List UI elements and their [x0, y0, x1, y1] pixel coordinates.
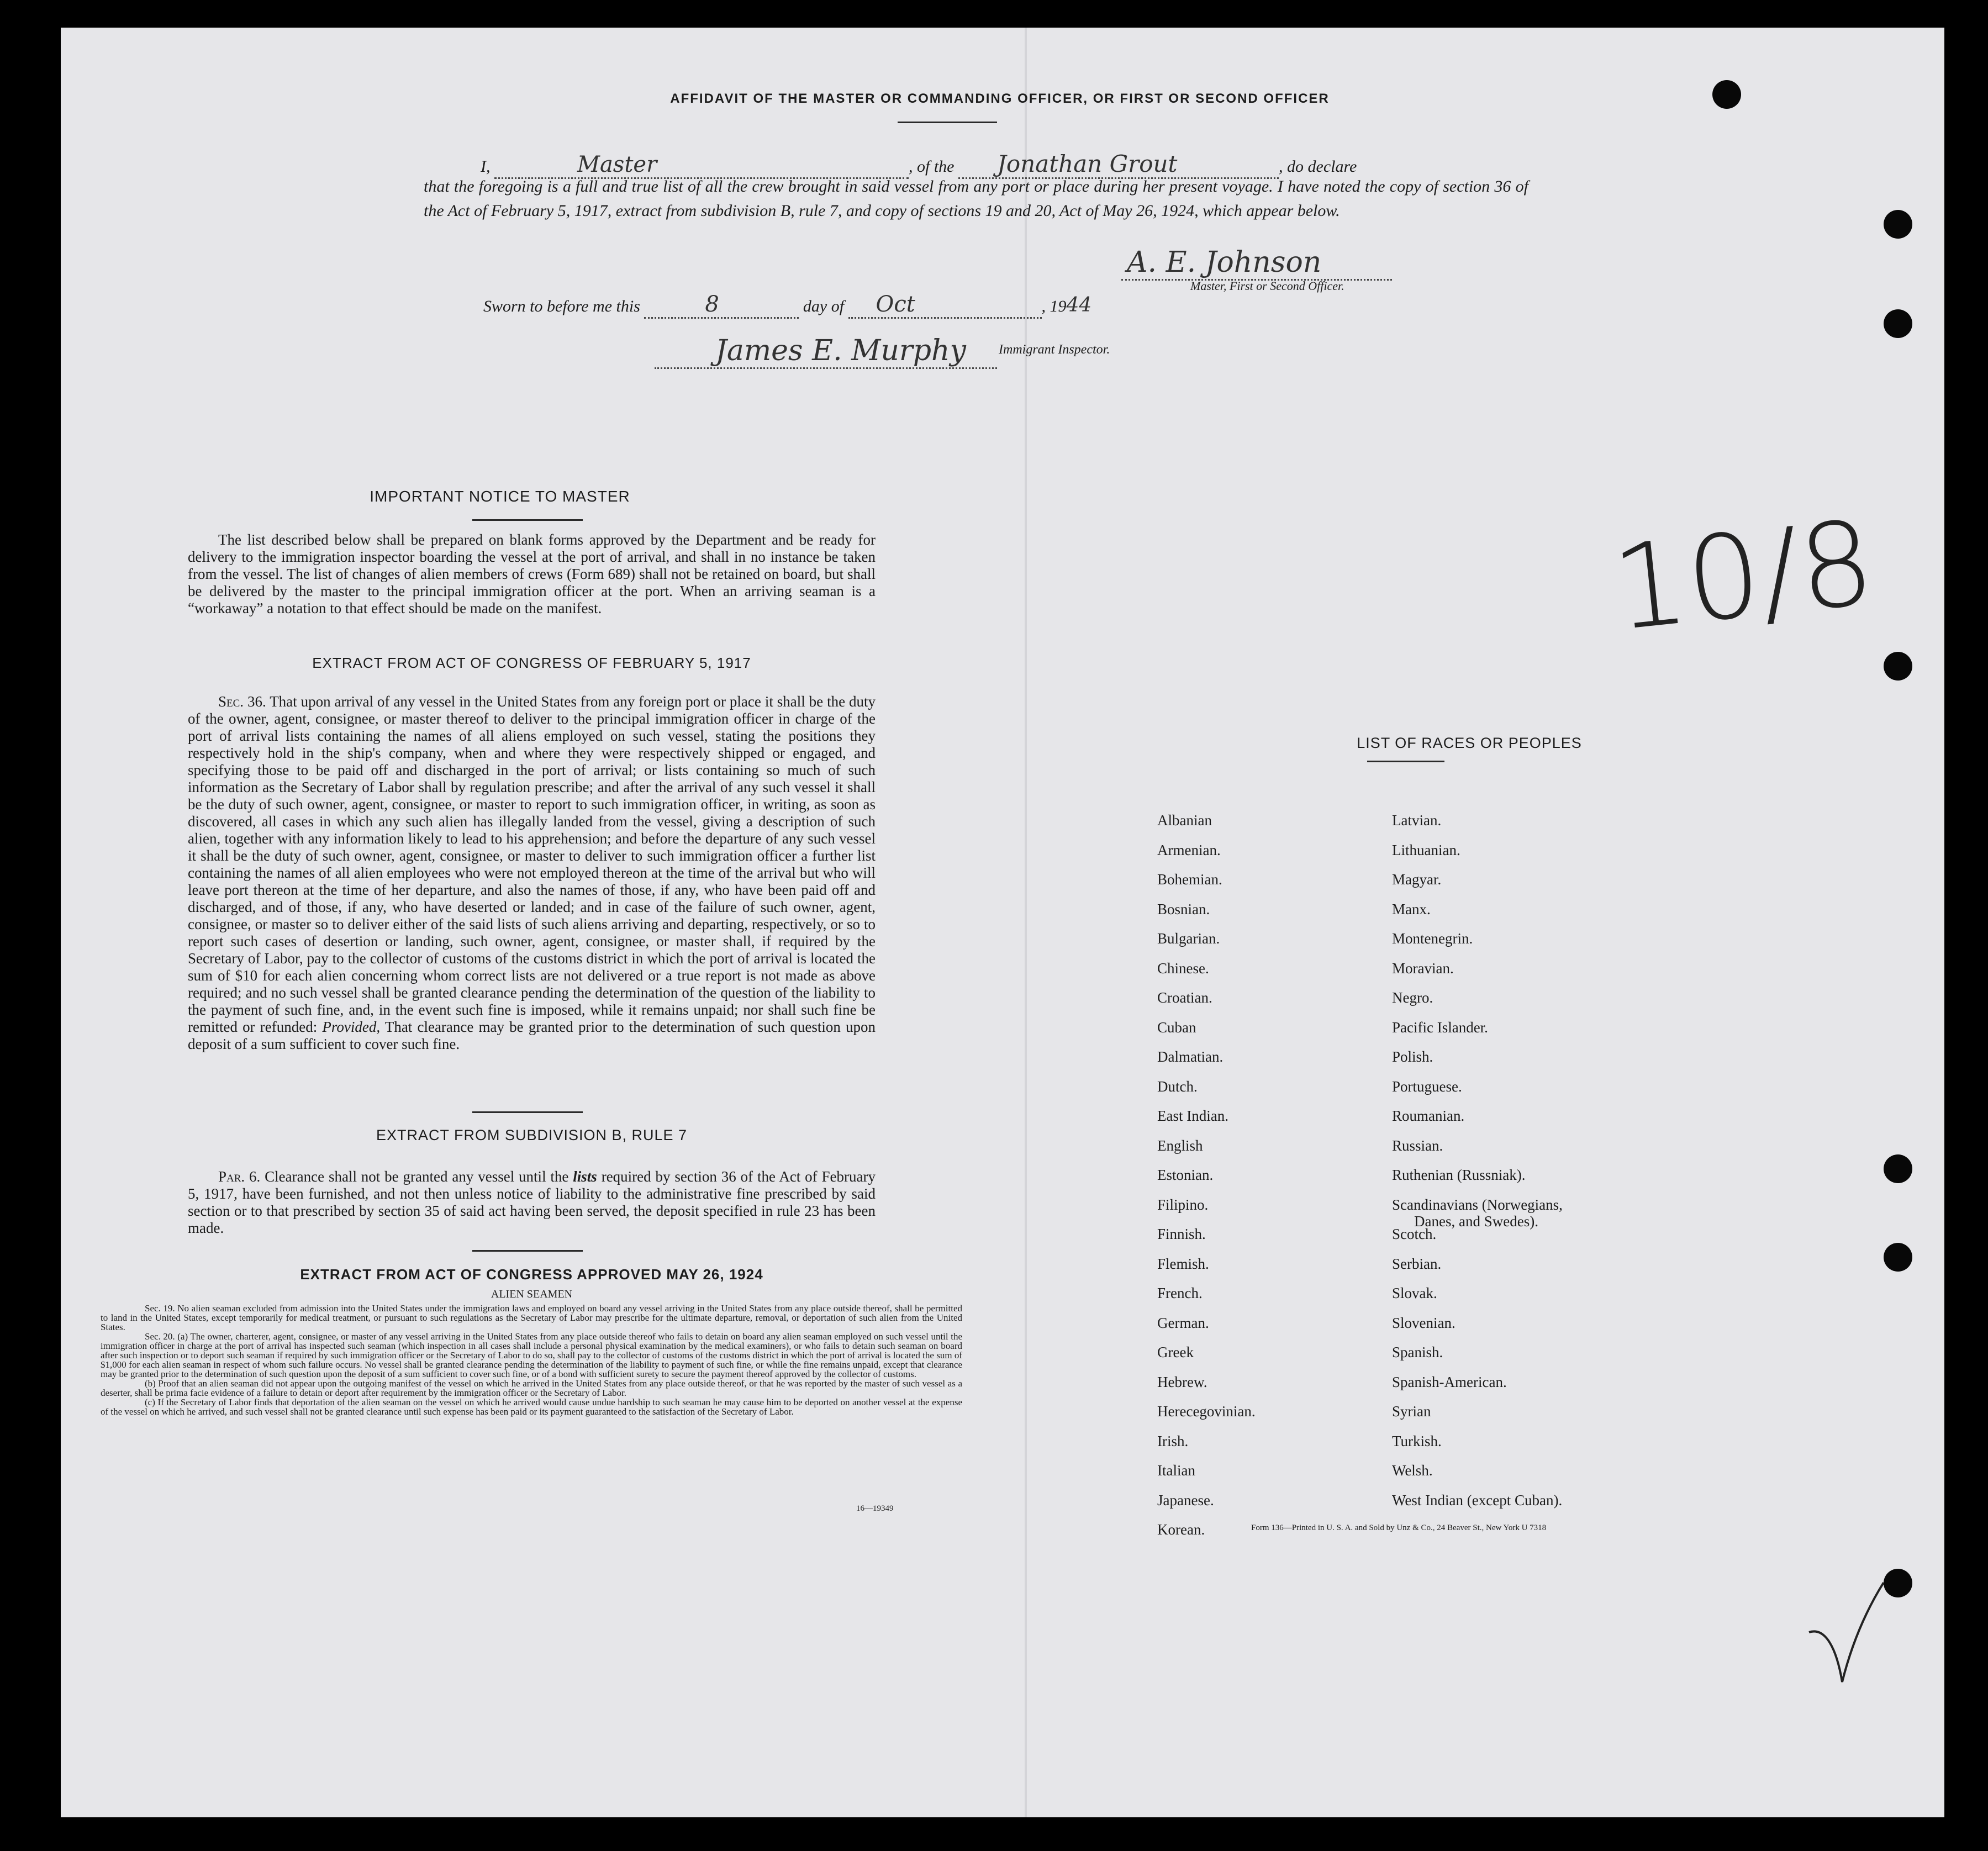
- race-item: Slovak.: [1392, 1285, 1437, 1301]
- race-item: Russian.: [1392, 1137, 1443, 1154]
- race-item: Bohemian.: [1157, 871, 1222, 888]
- punch-hole-4: [1884, 652, 1912, 681]
- extract-1917-rule: [472, 1111, 583, 1113]
- vessel-name-value: Jonathan Grout: [997, 150, 1178, 177]
- sworn-year-prefix: , 19: [1041, 297, 1067, 315]
- punch-hole-2: [1884, 210, 1912, 239]
- race-item: Spanish-American.: [1392, 1374, 1507, 1390]
- notice-title: IMPORTANT NOTICE TO MASTER: [370, 488, 630, 505]
- race-item: Scotch.: [1392, 1226, 1437, 1242]
- extract-1917-text: [188, 693, 876, 1053]
- extract-1917-provided: Provided,: [322, 1019, 381, 1035]
- race-item: Dalmatian.: [1157, 1048, 1224, 1065]
- rule7-title: EXTRACT FROM SUBDIVISION B, RULE 7: [376, 1127, 688, 1143]
- extract-1917-section: Sec. 36.: [218, 693, 266, 710]
- sworn-day-field: [644, 292, 799, 319]
- master-field-value: Master: [577, 152, 657, 177]
- race-item: Estonian.: [1157, 1167, 1214, 1183]
- race-item: English: [1157, 1137, 1203, 1154]
- punch-hole-5: [1884, 1154, 1912, 1183]
- rule7-rule: [472, 1250, 583, 1252]
- extract-1924-title: EXTRACT FROM ACT OF CONGRESS APPROVED MAY 26, 1924: [300, 1266, 763, 1283]
- affidavit-i-label: I,: [481, 157, 491, 176]
- affidavit-of-the-label: , of the: [909, 157, 955, 176]
- rule7-par: Par. 6.: [218, 1168, 261, 1185]
- race-item: Scandinavians (Norwegians,: [1392, 1196, 1563, 1213]
- extract-1917-body-end: That clearance may be granted prior to the determination of such question upon deposit of a sum sufficient to cover such fine.: [188, 1019, 876, 1052]
- race-item: German.: [1157, 1315, 1209, 1331]
- race-item: Dutch.: [1157, 1078, 1198, 1095]
- rule7-text-a: Clearance shall not be granted any vessel until the: [265, 1168, 569, 1185]
- race-item: Moravian.: [1392, 960, 1454, 977]
- race-item: Armenian.: [1157, 842, 1221, 858]
- affidavit-title-rule: [898, 122, 997, 123]
- master-signature-value: A. E. Johnson: [1127, 246, 1322, 279]
- sworn-day-value: 8: [705, 292, 719, 317]
- punch-hole-7: [1884, 1569, 1912, 1597]
- race-item: Flemish.: [1157, 1256, 1209, 1272]
- race-item: Bulgarian.: [1157, 930, 1220, 947]
- sec-20b-text: (b) Proof that an alien seaman did not appear upon the outgoing manifest of the vessel on which he arrived in the United States from any place outside thereof, or that he was reported by the master of such vessel as a deserter, shall be prima facie evidence of a failure to detain or deport after requirement by the immigration officer or the Secretary of Labor.: [101, 1378, 962, 1398]
- race-item: Croatian.: [1157, 989, 1212, 1006]
- punch-hole-1: [1712, 80, 1741, 109]
- sworn-line: [483, 292, 1201, 319]
- race-item: Hebrew.: [1157, 1374, 1207, 1390]
- race-item: Spanish.: [1392, 1344, 1443, 1360]
- race-item: Cuban: [1157, 1019, 1196, 1036]
- inspector-signature-value: James E. Murphy: [715, 334, 966, 367]
- race-item: Ruthenian (Russniak).: [1392, 1167, 1526, 1183]
- race-item: Syrian: [1392, 1403, 1431, 1420]
- race-item: Serbian.: [1392, 1256, 1442, 1272]
- sec-20c-text: (c) If the Secretary of Labor finds that deportation of the alien seaman on the vessel on which he arrived would cause undue hardship to such seaman he may cause him to be deported on another vessel at the expense of the vessel on which he arrived, and such vessel shall not be granted clearance until such expense has been paid or its payment guaranteed to the satisfaction of the Secretary of Labor.: [101, 1397, 962, 1417]
- race-item: Bosnian.: [1157, 901, 1210, 917]
- race-item: Lithuanian.: [1392, 842, 1460, 858]
- extract-1917-title: EXTRACT FROM ACT OF CONGRESS OF FEBRUARY 5, 1917: [312, 655, 751, 671]
- document-page: [61, 28, 1944, 1817]
- race-item: Roumanian.: [1392, 1108, 1465, 1124]
- check-mark-icon: [1804, 1571, 1886, 1687]
- race-item: Irish.: [1157, 1433, 1189, 1449]
- extract-1924-subtitle: ALIEN SEAMEN: [491, 1288, 573, 1300]
- form-code: 16—19349: [856, 1504, 894, 1513]
- race-item: Herecegovinian.: [1157, 1403, 1256, 1420]
- race-item: Montenegrin.: [1392, 930, 1473, 947]
- race-item: West Indian (except Cuban).: [1392, 1492, 1563, 1509]
- sworn-day-of-label: day of: [803, 297, 845, 315]
- rule7-text-b: required by section 36 of the Act of February 5, 1917, have been furnished, and not then unless notice of liability to the administrative fine prescribed by said section or to that prescribed by section 35 of said act having been served, the deposit specified in rule 23 has been made.: [188, 1168, 876, 1236]
- race-item: Pacific Islander.: [1392, 1019, 1488, 1036]
- race-item: Manx.: [1392, 901, 1431, 917]
- race-item: Slovenian.: [1392, 1315, 1456, 1331]
- sworn-prefix: Sworn to before me this: [483, 297, 640, 315]
- rule7-text: [188, 1168, 876, 1237]
- rule7-lists-word: lists: [573, 1168, 597, 1185]
- race-item: Negro.: [1392, 989, 1433, 1006]
- race-item: Welsh.: [1392, 1462, 1433, 1479]
- race-item: Greek: [1157, 1344, 1194, 1360]
- master-signature: [1121, 246, 1392, 281]
- handwritten-number: 10/8: [1606, 495, 1880, 657]
- affidavit-declare-label: , do declare: [1279, 157, 1357, 176]
- sec-20a-text: Sec. 20. (a) The owner, charterer, agent, consignee, or master of any vessel arriving in the United States from any place outside thereof who fails to detain on board any alien seaman employed on such vessel until the immigration officer in charge at the port of arrival has inspected such seaman (which inspection in all cases shall include a personal physical examination by the medical examiners), or who fails to detain such seaman on board after such inspection or to deport such seaman if required by such immigration officer or the Secretary of Labor to do so, shall pay to the collector of customs of the customs district in which the port of arrival is located the sum of $1,000 for each alien seaman in respect of whom such failure occurs. No vessel shall be granted clearance pending the determination of the liability to payment of such fine, or while the fine remains unpaid, except that clearance may be granted prior to the determination of such question upon the deposit of a sum sufficient to cover such fine, or of a bond with sufficient surety to secure the payment thereof approved by the collector of customs.: [101, 1331, 962, 1379]
- inspector-signature: [655, 334, 997, 369]
- race-item: Chinese.: [1157, 960, 1209, 977]
- master-signature-caption: Master, First or Second Officer.: [1190, 279, 1344, 293]
- race-item: Polish.: [1392, 1048, 1433, 1065]
- race-item: Filipino.: [1157, 1196, 1209, 1213]
- sworn-month-value: Oct: [876, 292, 915, 317]
- punch-hole-3: [1884, 309, 1912, 338]
- race-item: Korean.: [1157, 1521, 1205, 1538]
- affidavit-title: AFFIDAVIT OF THE MASTER OR COMMANDING OFFICER, OR FIRST OR SECOND OFFICER: [670, 91, 1330, 106]
- sworn-month-field: [848, 292, 1042, 319]
- race-item: Turkish.: [1392, 1433, 1442, 1449]
- punch-hole-6: [1884, 1243, 1912, 1272]
- inspector-caption: Immigrant Inspector.: [999, 342, 1110, 357]
- race-item: Portuguese.: [1392, 1078, 1462, 1095]
- affidavit-body-text: that the foregoing is a full and true list of all the crew brought in said vessel from any port or place during her present voyage. I have noted the copy of section 36 of the Act of February 5, 1917, extract from subdivision B, rule 7, and copy of sections 19 and 20, Act of May 26, 1924, which appear below.: [424, 177, 1528, 220]
- race-item: Danes, and Swedes).: [1414, 1213, 1538, 1230]
- race-item: Albanian: [1157, 812, 1212, 829]
- races-title: LIST OF RACES OR PEOPLES: [1357, 735, 1582, 751]
- notice-rule: [472, 519, 583, 521]
- extract-1924-text: [101, 1304, 962, 1416]
- race-item: Latvian.: [1392, 812, 1442, 829]
- race-item: Italian: [1157, 1462, 1195, 1479]
- notice-text: The list described below shall be prepared on blank forms approved by the Department and be ready for delivery to the immigration inspector boarding the vessel at the port of arrival, and shall in no instance be taken from the vessel. The list of changes of alien members of crews (Form 689) shall not be retained on board, but shall be delivered by the master to the principal immigration officer at the port. When an arriving seaman is a “workaway” a notation to that effect should be made on the manifest.: [188, 531, 876, 616]
- race-item: French.: [1157, 1285, 1203, 1301]
- races-rule: [1367, 761, 1444, 762]
- sec-19-text: Sec. 19. No alien seaman excluded from admission into the United States under the immigration laws and employed on board any vessel arriving in the United States from any place outside thereof, shall be permitted to land in the United States, except temporarily for medical treatment, or pursuant to such regulations as the Secretary of Labor may prescribe for the ultimate departure, removal, or deportation of such alien from the United States.: [101, 1303, 962, 1332]
- sworn-year-value: 44: [1066, 294, 1092, 317]
- race-item: Japanese.: [1157, 1492, 1214, 1509]
- race-item: Magyar.: [1392, 871, 1442, 888]
- race-item: Finnish.: [1157, 1226, 1206, 1242]
- extract-1917-body: That upon arrival of any vessel in the United States from any foreign port or place it shall be the duty of the owner, agent, consignee, or master thereof to deliver to the principal immigration officer in charge of the port of arrival lists containing the names of all aliens employed on such vessel, stating the positions they respectively hold in the ship's company, when and where they were respectively shipped or engaged, and specifying those to be paid off and discharged in the port of arrival; or lists containing so much of such information as the Secretary of Labor shall by regulation prescribe; and after the arrival of any such vessel it shall be the duty of such owner, agent, consignee, or master to report to such immigration officer, in writing, as soon as discovered, all cases in which any such alien has illegally landed from the vessel, giving a description of such alien, together with any information likely to lead to his apprehension; and before the departure of any such vessel it shall be the duty of such owner, agent, consignee, or master to deliver to such immigration officer a further list containing the names of all alien employees who were not employed thereon at the time of the arrival but who will leave port thereon at the time of her departure, and also the names of those, if any, who have been paid off and discharged, and of those, if any, who have deserted or landed; and in case of the failure of such owner, agent, consignee, or master so to deliver either of the said lists of such aliens arriving and departing, respectively, or so to report such cases of desertion or landing, such owner, agent, consignee, or master shall, if required by the Secretary of Labor, pay to the collector of customs of the customs district in which the port of arrival is located the sum of $10 for each alien concerning whom correct lists are not delivered or a true report is not made as above required; and no such vessel shall be granted clearance pending the determination of the question of the liability to the payment of such fine, and, in the event such fine is imposed, while it remains unpaid; nor shall such fine be remitted or refunded:: [188, 693, 876, 1035]
- race-item: East Indian.: [1157, 1108, 1228, 1124]
- form-footer: Form 136—Printed in U. S. A. and Sold by Unz & Co., 24 Beaver St., New York U 7318: [1251, 1523, 1547, 1532]
